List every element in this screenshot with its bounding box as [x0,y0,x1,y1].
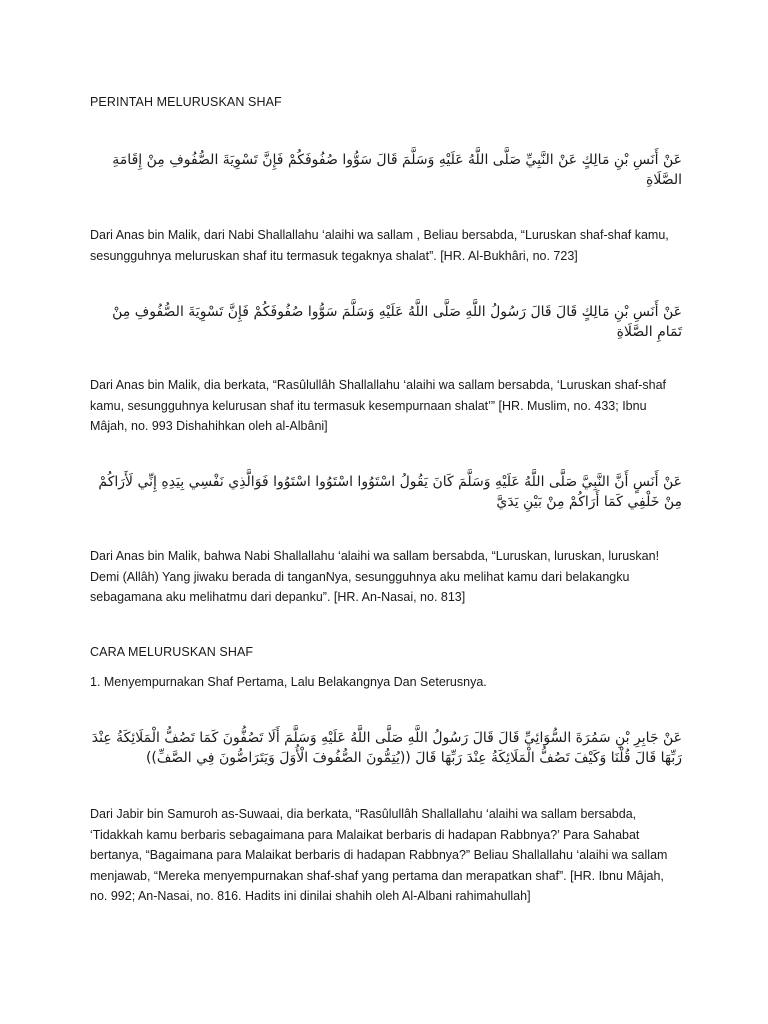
section-heading-cara: CARA MELURUSKAN SHAF [90,645,254,659]
hadith-translation-4: Dari Jabir bin Samuroh as-Suwaai, dia berkata, “Rasûlullâh Shallallahu ‘alaihi wa sallam bersabda, ‘Tidakkah kamu berbaris sebagaimana para Malaikat berbaris di hadapan Rabbnya?’ Para Sahabat bertanya, “Bagaimana para Malaikat berbaris di hadapan Rabbnya?” Beliau Shallallahu ‘alaihi wa sallam menjawab, “Mereka menyempurnakan shaf-shaf yang pertama dan merapatkan shaf”. [HR. Ibnu Mâjah, no. 992; An-Nasai, no. 816. Hadits ini dinilai shahih oleh Al-Albani rahimahullah] [90,807,668,903]
hadith-arabic-4: عَنْ جَابِرِ بْنِ سَمُرَةَ السُّوَائِيِّ قَالَ قَالَ رَسُولُ اللَّهِ صَلَّى اللَّهُ عَلَيْهِ وَسَلَّمَ أَلَا تَصُفُّونَ كَمَا تَصُفُّ الْمَلَائِكَةُ عِنْدَ رَبِّهَا قَالَ قُلْنَا وَكَيْفَ تَصُفُّ الْمَلَائِكَةُ عِنْدَ رَبِّهَا قَالَ ((يُتِمُّونَ الصُّفُوفَ الْأُوَلَ وَيَتَرَاصُّونَ فِي الصَّفِّ)) [91,730,682,766]
hadith-arabic-1: عَنْ أَنَسِ بْنِ مَالِكٍ عَنْ النَّبِيِّ صَلَّى اللَّهُ عَلَيْهِ وَسَلَّمَ قَالَ سَوُّوا صُفُوفَكُمْ فَإِنَّ تَسْوِيَةَ الصُّفُوفِ مِنْ إِقَامَةِ الصَّلَاةِ [112,152,682,188]
hadith-arabic-2: عَنْ أَنَسِ بْنِ مَالِكٍ قَالَ قَالَ رَسُولُ اللَّهِ صَلَّى اللَّهُ عَلَيْهِ وَسَلَّمَ سَوُّوا صُفُوفَكُمْ فَإِنَّ تَسْوِيَةَ الصُّفُوفِ مِنْ تَمَامِ الصَّلَاةِ [112,304,682,340]
point-1-title: 1. Menyempurnakan Shaf Pertama, Lalu Belakangnya Dan Seterusnya. [90,675,487,689]
section-heading-perintah: PERINTAH MELURUSKAN SHAF [90,95,282,109]
hadith-arabic-3: عَنْ أَنَسٍ أَنَّ النَّبِيَّ صَلَّى اللَّهُ عَلَيْهِ وَسَلَّمَ كَانَ يَقُولُ اسْتَوُوا اسْتَوُوا اسْتَوُوا فَوَالَّذِي نَفْسِي بِيَدِهِ إِنِّي لَأَرَاكُمْ مِنْ خَلْفِي كَمَا أَرَاكُمْ مِنْ بَيْنِ يَدَيَّ [98,474,682,510]
hadith-translation-3: Dari Anas bin Malik, bahwa Nabi Shallallahu ‘alaihi wa sallam bersabda, “Luruskan, luruskan, luruskan! Demi (Allâh) Yang jiwaku berada di tanganNya, sesungguhnya aku melihat kamu dari belakangku sebagamana aku melihatmu dari depanku”. [HR. An-Nasai, no. 813] [90,549,660,604]
hadith-translation-1: Dari Anas bin Malik, dari Nabi Shallallahu ‘alaihi wa sallam , Beliau bersabda, “Luruskan shaf-shaf kamu, sesungguhnya meluruskan shaf itu termasuk tegaknya shalat”. [HR. Al-Bukhâri, no. 723] [90,228,669,263]
hadith-translation-2: Dari Anas bin Malik, dia berkata, “Rasûlullâh Shallallahu ‘alaihi wa sallam bersabda, ‘Luruskan shaf-shaf kamu, sesungguhnya kelurusan shaf itu termasuk kesempurnaan shalat’” [HR. Muslim, no. 433; Ibnu Mâjah, no. 993 Dishahihkan oleh al-Albâni] [90,378,667,433]
